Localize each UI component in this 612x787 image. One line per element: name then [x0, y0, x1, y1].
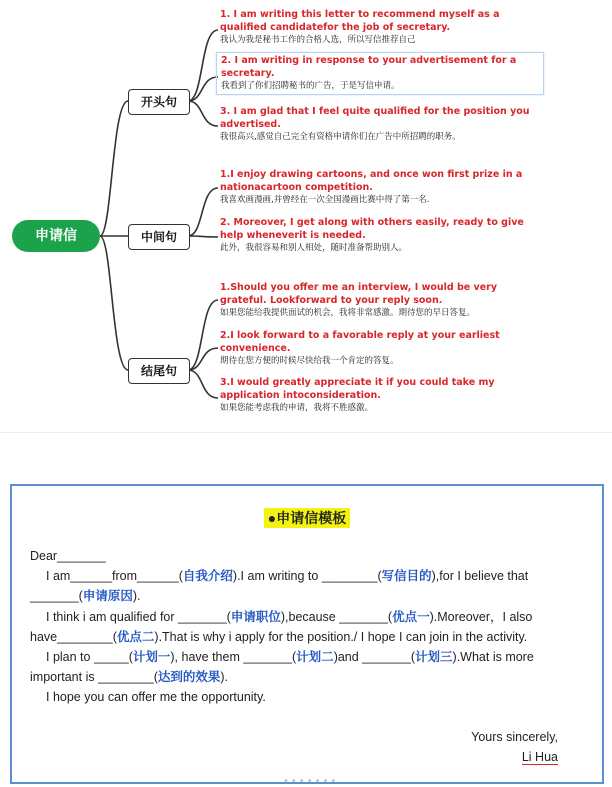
item-text-cn: 我喜欢画漫画,并曾经在一次全国漫画比赛中得了第一名.	[220, 195, 430, 205]
template-title-text: ●申请信模板	[264, 508, 350, 528]
text-segment: ).	[132, 589, 141, 604]
text-segment: I plan to _____(	[46, 650, 133, 665]
text-segment: ),for I believe that _______(	[30, 569, 529, 604]
item-text-cn: 期待在您方便的时候尽快给我一个肯定的答复。	[220, 356, 399, 366]
paragraph-plan	[30, 647, 582, 687]
closing-item-2	[220, 330, 538, 367]
item-text-en: 1.I enjoy drawing cartoons, and once won first prize in a nationacartoon competition.	[220, 169, 523, 193]
text-segment: ).That is why i apply for the position./ I hope I can join in the activity.	[154, 629, 528, 644]
item-text-en: 3. I am glad that I feel quite qualified for the position you advertised.	[220, 106, 530, 130]
hint-self-intro: 自我介绍	[182, 569, 233, 584]
item-text-cn: 我很高兴,感觉自己完全有资格申请你们在广告中所招聘的职务。	[220, 132, 461, 142]
signature	[471, 747, 558, 767]
closing-item-3	[220, 377, 538, 414]
item-text-cn: 我看到了你们招聘秘书的广告，于是写信申请。	[221, 81, 400, 91]
item-text-cn: 如果您能给我提供面试的机会，我将非常感激。期待您的早日答复。	[220, 308, 476, 318]
connector-closing-1	[188, 300, 218, 370]
hint-plan-3: 计划三	[415, 650, 453, 665]
item-text-en: 3.I would greatly appreciate it if you could take my application intoconsideration.	[220, 377, 495, 401]
text-segment: I think i am qualified for _______(	[46, 609, 231, 624]
pagination-dots: •••••••	[283, 776, 339, 787]
template-body	[30, 546, 582, 708]
letter-closing	[471, 727, 558, 767]
section-divider	[0, 432, 612, 433]
paragraph-qualification	[30, 607, 582, 647]
template-title	[12, 508, 602, 528]
signature-name: Li Hua	[521, 750, 558, 764]
text-segment: ).	[220, 670, 229, 685]
hint-plan-2: 计划二	[296, 650, 334, 665]
closing-item-1	[220, 282, 538, 319]
text-segment: ).Moreover，I also have________(	[30, 609, 533, 644]
hint-strength-2: 优点二	[116, 629, 155, 644]
letter-template-box	[10, 484, 604, 784]
branch-closing: 结尾句	[128, 358, 190, 384]
branch-middle: 中间句	[128, 224, 190, 250]
connector-root-closing	[100, 236, 128, 370]
text-segment: ).I am writing to ________(	[232, 569, 382, 584]
text-segment: ),because _______(	[280, 609, 393, 624]
hint-effect: 达到的效果	[157, 670, 221, 685]
text-segment: I am______from______(	[46, 569, 183, 584]
hint-position: 申请职位	[230, 609, 281, 624]
hint-plan-1: 计划一	[132, 650, 171, 665]
connector-middle-2	[188, 236, 218, 237]
item-text-cn: 此外，我很容易和别人相处，随时准备帮助别人。	[220, 243, 408, 253]
opening-item-2	[216, 52, 544, 95]
connector-root-opening	[100, 101, 128, 236]
opening-item-3	[220, 106, 538, 143]
connector-opening-2	[188, 77, 218, 101]
text-segment: ).What is more important is ________(	[30, 650, 534, 685]
item-text-en: 2.I look forward to a favorable reply at your earliest convenience.	[220, 330, 500, 354]
hint-purpose: 写信目的	[381, 569, 432, 584]
connector-closing-3	[188, 370, 218, 398]
paragraph-closing: I hope you can offer me the opportunity.	[46, 690, 266, 705]
hint-reason: 申请原因	[82, 589, 133, 604]
middle-item-1	[220, 169, 538, 206]
item-text-cn: 我认为我是秘书工作的合格人选，所以写信推荐自己	[220, 35, 416, 45]
root-node: 申请信	[12, 220, 100, 252]
item-text-en: 1. I am writing this letter to recommend myself as a qualified candidatefor the job of secretary.	[220, 9, 500, 33]
text-segment: ), have them _______(	[170, 650, 297, 665]
item-text-en: 1.Should you offer me an interview, I would be very grateful. Lookforward to your reply soon.	[220, 282, 498, 306]
text-segment: )and _______(	[333, 650, 416, 665]
salutation: Dear_______	[30, 549, 106, 563]
connector-opening-1	[188, 30, 218, 101]
hint-strength-1: 优点一	[392, 609, 430, 624]
closing-phrase: Yours sincerely,	[471, 730, 558, 744]
opening-item-1	[220, 9, 538, 46]
paragraph-intro	[30, 566, 582, 606]
item-text-cn: 如果您能考虑我的申请，我将不胜感激。	[220, 403, 374, 413]
connector-opening-3	[188, 101, 218, 126]
connector-middle-1	[188, 188, 218, 236]
item-text-en: 2. I am writing in response to your advertisement for a secretary.	[221, 55, 517, 79]
branch-opening: 开头句	[128, 89, 190, 115]
middle-item-2	[220, 217, 538, 254]
item-text-en: 2. Moreover, I get along with others easily, ready to give help wheneverit is needed.	[220, 217, 524, 241]
